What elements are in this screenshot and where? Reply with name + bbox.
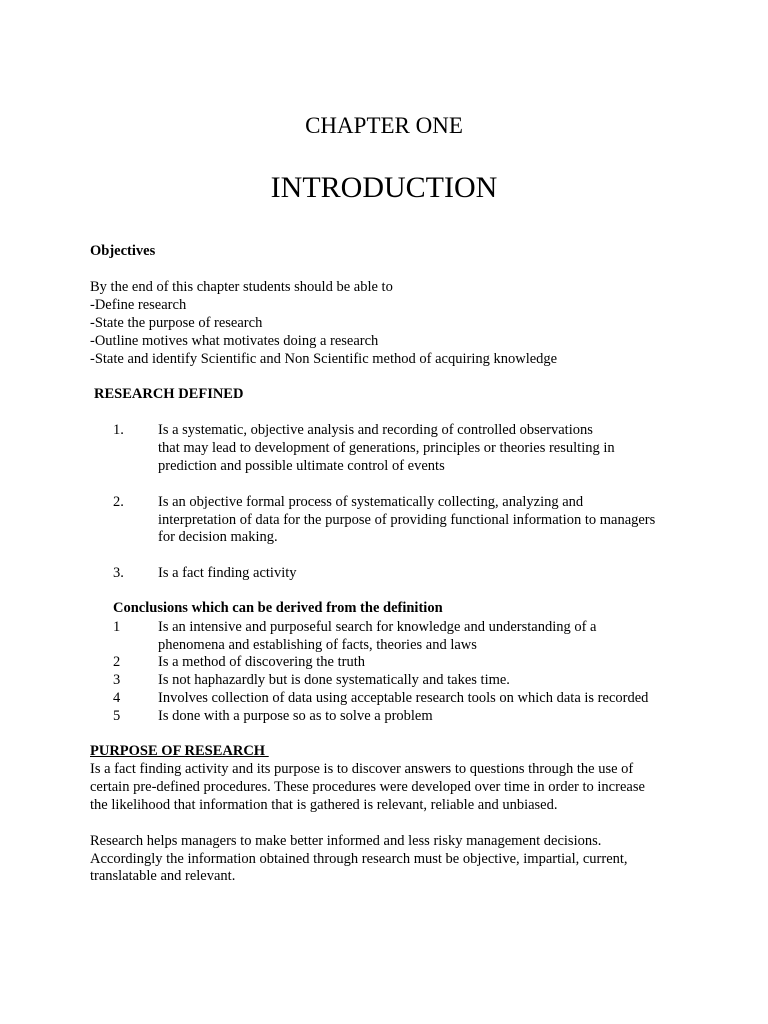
- definition-line: prediction and possible ultimate control of events: [158, 458, 445, 474]
- conclusion-line: phenomena and establishing of facts, theories and laws: [158, 637, 477, 653]
- definition-line: interpretation of data for the purpose of providing functional information to managers: [158, 512, 656, 528]
- objectives-heading: Objectives: [90, 243, 156, 259]
- definition-number: 1.: [113, 422, 124, 438]
- objective-item: -State and identify Scientific and Non Scientific method of acquiring knowledge: [90, 351, 558, 367]
- conclusion-number: 1: [113, 619, 121, 635]
- definition-line: Is a systematic, objective analysis and recording of controlled observations: [158, 422, 593, 438]
- purpose-paragraph-line: certain pre-defined procedures. These procedures were developed over time in order to increase: [90, 779, 645, 795]
- chapter-label: CHAPTER ONE: [305, 113, 463, 138]
- definition-number: 2.: [113, 494, 124, 510]
- conclusion-line: Is an intensive and purposeful search for knowledge and understanding of a: [158, 619, 597, 635]
- research-defined-heading: RESEARCH DEFINED: [94, 386, 244, 402]
- objectives-intro: By the end of this chapter students should be able to: [90, 279, 393, 295]
- conclusion-line: Is done with a purpose so as to solve a problem: [158, 708, 433, 724]
- definition-line: Is a fact finding activity: [158, 565, 297, 581]
- conclusion-number: 3: [113, 672, 121, 688]
- chapter-title: INTRODUCTION: [270, 171, 498, 204]
- purpose-paragraph-line: Accordingly the information obtained through research must be objective, impartial, current,: [90, 851, 628, 867]
- conclusion-line: Involves collection of data using acceptable research tools on which data is recorded: [158, 690, 649, 706]
- conclusion-number: 5: [113, 708, 121, 724]
- purpose-paragraph-line: the likelihood that information that is gathered is relevant, reliable and unbiased.: [90, 797, 558, 813]
- objective-item: -State the purpose of research: [90, 315, 263, 331]
- conclusion-line: Is a method of discovering the truth: [158, 654, 365, 670]
- purpose-paragraph-line: Is a fact finding activity and its purpose is to discover answers to questions through the use of: [90, 761, 634, 777]
- conclusion-number: 2: [113, 654, 121, 670]
- purpose-paragraph-line: Research helps managers to make better informed and less risky management decisions.: [90, 833, 602, 849]
- purpose-heading: PURPOSE OF RESEARCH: [90, 743, 269, 759]
- definition-line: Is an objective formal process of systematically collecting, analyzing and: [158, 494, 584, 510]
- objective-item: -Outline motives what motivates doing a research: [90, 333, 379, 349]
- conclusion-line: Is not haphazardly but is done systematically and takes time.: [158, 672, 510, 688]
- purpose-paragraph-line: translatable and relevant.: [90, 868, 236, 884]
- objective-item: -Define research: [90, 297, 187, 313]
- conclusion-number: 4: [113, 690, 121, 706]
- conclusions-heading: Conclusions which can be derived from the definition: [113, 600, 443, 616]
- definition-number: 3.: [113, 565, 124, 581]
- definition-line: that may lead to development of generations, principles or theories resulting in: [158, 440, 615, 456]
- definition-line: for decision making.: [158, 529, 278, 545]
